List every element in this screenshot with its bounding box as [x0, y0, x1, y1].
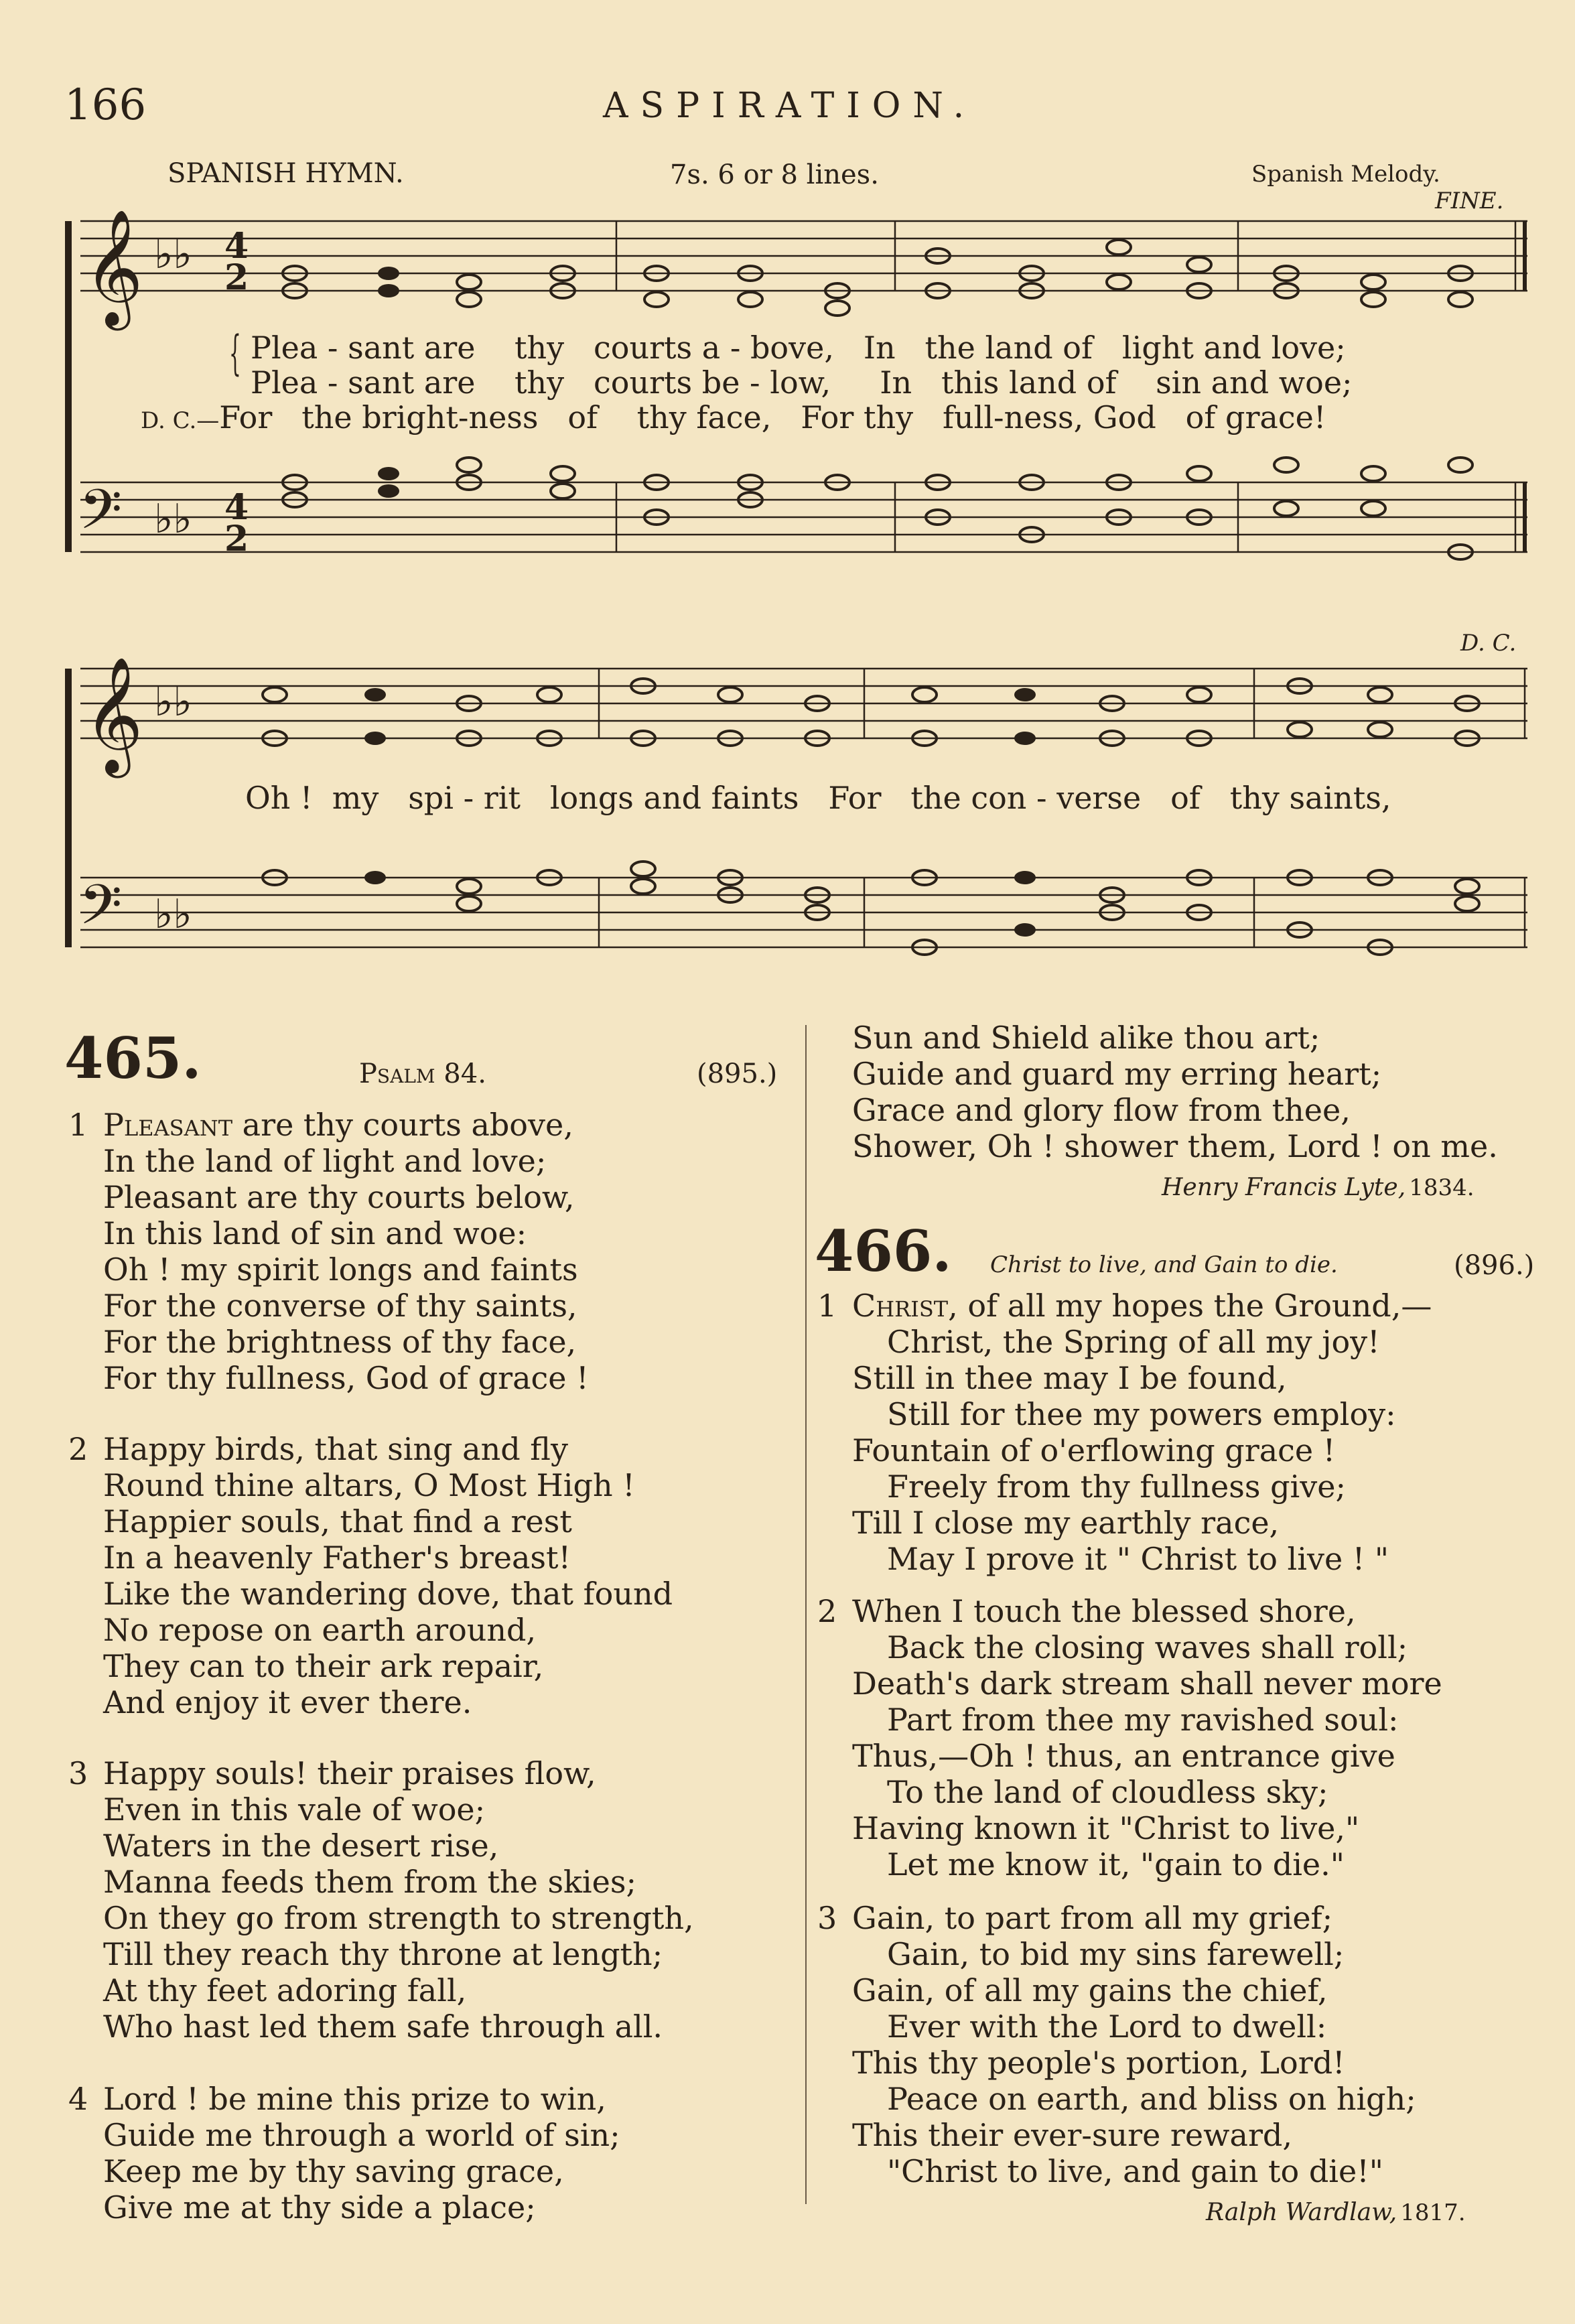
hymn-465-verse-4-continued: Sun and Shield alike thou art; Guide and guard my erring heart; Grace and glory flow from thee, Shower, Oh ! shower them, Lord ! on me.	[852, 1020, 1498, 1164]
tune-name: SPANISH HYMN.	[167, 158, 404, 189]
notes-bass-2	[263, 862, 1479, 955]
dc-mark: D. C.	[1460, 630, 1517, 657]
notes-bass-1	[283, 458, 1473, 559]
tune-source: Spanish Melody.	[1251, 161, 1440, 188]
hymn-466-ref: (896.)	[1454, 1250, 1535, 1281]
lyric-line-3: D. C.—For the bright-ness of thy face, For thy full-ness, God of grace!	[141, 399, 1326, 435]
hymn-466-verse-2: 2 When I touch the blessed shore, Back the closing waves shall roll; Death's dark stream shall never more Part from thee my ravished soul: Thus,—Oh ! thus, an entrance give To the land of cloudless sky; Having known it "Christ to live," Let me know it, "gain to die."	[817, 1593, 1442, 1883]
notes-treble-2	[263, 679, 1479, 746]
svg-text:2: 2	[224, 519, 249, 559]
hymn-465-verse-1: 1 Pleasant are thy courts above, In the land of light and love; Pleasant are thy courts below, In this land of sin and woe: Oh ! my spirit longs and faints For the converse of thy saints, For the brightness of thy face, For thy fullness, God of grace !	[68, 1107, 589, 1396]
bass-clef-2: 𝄢	[79, 872, 123, 951]
svg-text:2: 2	[224, 257, 249, 298]
hymn-465-source: Psalm 84.	[359, 1058, 486, 1089]
hymn-465-ref: (895.)	[697, 1058, 778, 1089]
hymn-465-attribution: Henry Francis Lyte, 1834.	[1162, 1174, 1475, 1201]
treble-clef-1: 𝄞	[84, 209, 143, 326]
hymn-466-number: 466.	[815, 1218, 952, 1284]
svg-text:♭♭: ♭♭	[154, 496, 192, 543]
svg-text:♭♭: ♭♭	[154, 679, 192, 726]
bass-clef-1: 𝄢	[79, 477, 123, 555]
hymn-466-verse-3: 3 Gain, to part from all my grief; Gain, to bid my sins farewell; Gain, of all my gains the chief, Ever with the Lord to dwell: This thy people's portion, Lord! Peace on earth, and bliss on high; This their ever-sure reward, "Christ to live, and gain to die!"	[817, 1900, 1416, 2189]
lyric-line-4: Oh ! my spi - rit longs and faints For the con - verse of thy saints,	[245, 780, 1391, 816]
lyric-line-2: Plea - sant are thy courts be - low, In this land of sin and woe;	[251, 364, 1353, 401]
hymn-465-verse-2: 2 Happy birds, that sing and fly Round thine altars, O Most High ! Happier souls, that find a rest In a heavenly Father's breast! Like the wandering dove, that found No repose on earth around, They can to their ark repair, And enjoy it ever there.	[68, 1431, 673, 1720]
column-divider	[805, 1025, 807, 2204]
svg-text:♭♭: ♭♭	[154, 891, 192, 938]
hymn-466-title: Christ to live, and Gain to die.	[990, 1251, 1338, 1278]
hymn-465-verse-4: 4 Lord ! be mine this prize to win, Guide me through a world of sin; Keep me by thy saving grace, Give me at thy side a place;	[68, 2081, 620, 2226]
fine-mark: FINE.	[1435, 188, 1504, 214]
hymn-465-verse-3: 3 Happy souls! their praises flow, Even in this vale of woe; Waters in the desert rise, Manna feeds them from the skies; On they go from strength to strength, Till they reach thy throne at length; At thy feet adoring fall, Who hast led them safe through all.	[68, 1755, 694, 2045]
hymn-466-verse-1: 1 Christ, of all my hopes the Ground,— Christ, the Spring of all my joy! Still in thee may I be found, Still for thee my powers employ: Fountain of o'erflowing grace ! Freely from thy fullness give; Till I close my earthly race, May I prove it " Christ to live ! "	[817, 1288, 1432, 1577]
svg-text:4: 4	[224, 487, 249, 528]
svg-text:4: 4	[224, 226, 249, 267]
music-score	[0, 0, 1575, 978]
lyric-line-1: Plea - sant are thy courts a - bove, In the land of light and love;	[251, 330, 1346, 366]
page-number: 166	[64, 80, 147, 130]
tune-meter: 7s. 6 or 8 lines.	[670, 159, 879, 190]
hymn-465-number: 465.	[64, 1025, 202, 1091]
hymn-466-attribution: Ralph Wardlaw, 1817.	[1206, 2199, 1466, 2226]
notes-treble-1	[283, 240, 1473, 316]
svg-text:♭♭: ♭♭	[154, 231, 192, 278]
treble-clef-2: 𝄞	[84, 657, 143, 773]
page-title: ASPIRATION.	[603, 86, 977, 126]
brace: {	[229, 326, 241, 381]
